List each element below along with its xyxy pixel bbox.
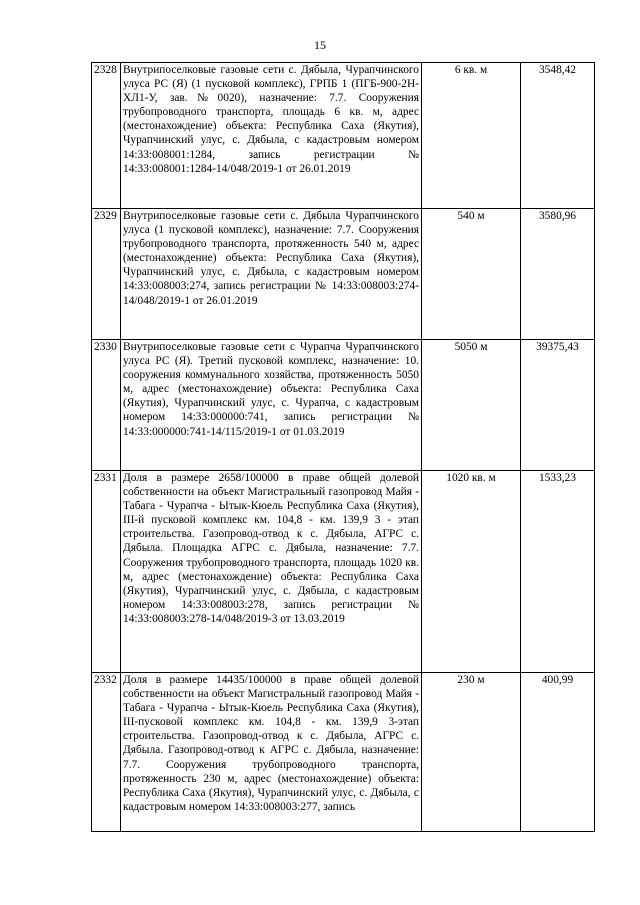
row-description: Внутрипоселковые газовые сети с. Дябыла, Чурапчинского улуса РС (Я) (1 пусковой комплекс), ГРПБ 1 (ПГБ-900-2Н-ХЛ1-У, зав.№0020), назначение: 7.7. Сооружения трубопроводного транспорта, площадь 6 кв. м, адрес (местонахождение) объекта: Республика Саха (Якутия), Чурапчинский улус, с. Дябыла, с кадастровым номером 14:33:008001:1284, запись регистрации № 14:33:008001:1284-14/048/2019-1 от 26.01.2019 [121,63,422,209]
table-row [92,471,595,673]
page-number: 15 [314,38,326,52]
row-description: Доля в размере 2658/100000 в праве общей долевой собственности на объект Магистральный газопровод Майя - Табага - Чурапча - Ытык-Кюель Республика Саха (Якутия), III-й пусковой комплекс км. 104,8 - км. 139,9 3 - этап строительства. Газопровод-отвод к с. Дябыла, АГРС с. Дябыла. Площадка АГРС с. Дябыла, назначение: 7.7. Сооружения трубопроводного транспорта, площадь 1020 кв. м, адрес (местонахождение) объекта: Республика Саха (Якутия), Чурапчинский улус, с. Дябыла, с кадастровым номером 14:33:008003:278, запись регистрации № 14:33:008003:278-14/048/2019-3 от 13.03.2019 [121,471,422,673]
table-row [92,63,595,209]
row-number: 2329 [92,209,121,340]
row-cost: 3548,42 [521,63,595,209]
row-number: 2330 [92,340,121,471]
row-cost: 1533,23 [521,471,595,673]
row-size: 5050 м [422,340,521,471]
table-row [92,340,595,471]
row-description: Доля в размере 14435/100000 в праве общей долевой собственности на объект Магистральный газопровод Майя - Табага - Чурапча - Ытык-Кюель Республика Саха (Якутия), III-пусковой комплекс км. 104,8 - км. 139,9 3-этап строительства. Газопровод-отвод к с. Дябыла, АГРС с. Дябыла. Газопровод-отвод к АГРС с. Дябыла, назначение: 7.7. Сооружения трубопроводного транспорта, протяженность 230 м, адрес (местонахождение) объекта: Республика Саха (Якутия), Чурапчинский улус, с. Дябыла, с кадастровым номером 14:33:008003:277, запись [121,673,422,832]
row-description: Внутрипоселковые газовые сети с. Дябыла Чурапчинского улуса (1 пусковой комплекс), назначение: 7.7. Сооружения трубопроводного транспорта, протяженность 540 м, адрес (местонахождение) объекта: Республика Саха (Якутия), Чурапчинский улус, с. Дябыла, с кадастровым номером 14:33:008003:274, запись регистрации № 14:33:008003:274-14/048/2019-1 от 26.01.2019 [121,209,422,340]
table-row [92,209,595,340]
row-cost: 3580,96 [521,209,595,340]
row-number: 2328 [92,63,121,209]
row-size: 1020 кв. м [422,471,521,673]
row-cost: 39375,43 [521,340,595,471]
row-size: 230 м [422,673,521,832]
row-description: Внутрипоселковые газовые сети с Чурапча Чурапчинского улуса РС (Я). Третий пусковой комплекс, назначение: 10. сооружения коммунального хозяйства, протяженность 5050 м, адрес (местонахождение) объекта: Республика Саха (Якутия), Чурапчинский улус, с. Чурапча, с кадастровым номером 14:33:000000:741, запись регистрации № 14:33:000000:741-14/115/2019-1 от 01.03.2019 [121,340,422,471]
row-number: 2331 [92,471,121,673]
row-size: 6 кв. м [422,63,521,209]
row-size: 540 м [422,209,521,340]
table-row [92,673,595,832]
row-cost: 400,99 [521,673,595,832]
row-number: 2332 [92,673,121,832]
property-registry-table [91,62,595,832]
